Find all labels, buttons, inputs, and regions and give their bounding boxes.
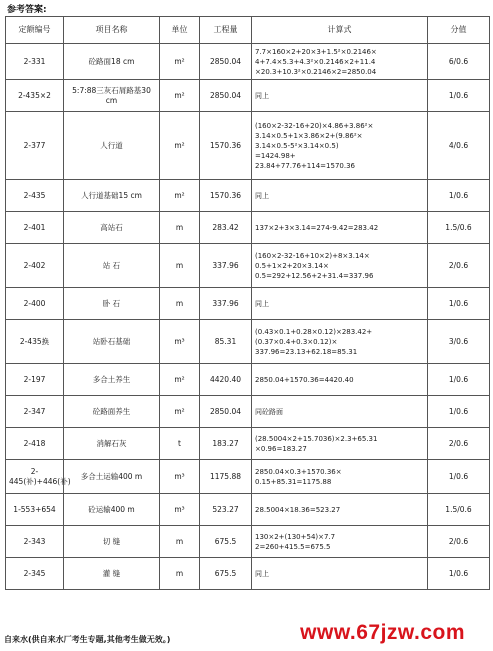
- answer-table: [5, 16, 490, 590]
- formula-line: (160×2-32-16+20)×4.86+3.86²×: [255, 121, 374, 130]
- col-header-quantity: 工程量: [200, 17, 252, 44]
- row-code: 2-331: [6, 44, 64, 80]
- row-formula: [252, 364, 428, 396]
- row-item-name: 站 石: [64, 244, 160, 288]
- formula-line: 2=260+415.5=675.5: [255, 542, 331, 551]
- row-unit: m²: [160, 180, 200, 212]
- row-score: 1/0.6: [428, 288, 490, 320]
- row-score: 3/0.6: [428, 320, 490, 364]
- formula-line: 4+7.4×5.3+4.3²×0.2146×2+11.4: [255, 57, 376, 66]
- row-code: 2-435×2: [6, 80, 64, 112]
- formula-line: (160×2-32-16+10×2)+8×3.14×: [255, 251, 370, 260]
- row-unit: m: [160, 212, 200, 244]
- row-quantity: 675.5: [200, 526, 252, 558]
- formula-line: (0.37×0.4+0.3×0.12)×: [255, 337, 338, 346]
- row-formula: [252, 112, 428, 180]
- table-row: [6, 460, 490, 494]
- row-unit: m: [160, 244, 200, 288]
- row-code: 2-347: [6, 396, 64, 428]
- row-code: 2-435: [6, 180, 64, 212]
- formula-line: 同上: [255, 91, 269, 100]
- formula-line: 0.5+1×2+20×3.14×: [255, 261, 329, 270]
- formula-line: 同上: [255, 299, 269, 308]
- row-unit: m³: [160, 494, 200, 526]
- row-unit: m²: [160, 112, 200, 180]
- table-header-row: [6, 17, 490, 44]
- row-score: 2/0.6: [428, 428, 490, 460]
- formula-line: 130×2+(130+54)×7.7: [255, 532, 336, 541]
- row-code: 2-343: [6, 526, 64, 558]
- row-formula: [252, 460, 428, 494]
- row-code: 2-418: [6, 428, 64, 460]
- row-formula: [252, 558, 428, 590]
- row-quantity: 85.31: [200, 320, 252, 364]
- row-unit: m: [160, 288, 200, 320]
- table-row: [6, 112, 490, 180]
- row-item-name: 消解石灰: [64, 428, 160, 460]
- row-code: 1-553+654: [6, 494, 64, 526]
- row-formula: [252, 180, 428, 212]
- row-quantity: 2850.04: [200, 44, 252, 80]
- table-row: [6, 494, 490, 526]
- row-quantity: 523.27: [200, 494, 252, 526]
- row-code: 2-401: [6, 212, 64, 244]
- row-code: 2-402: [6, 244, 64, 288]
- formula-line: 同上: [255, 191, 269, 200]
- table-row: [6, 44, 490, 80]
- row-item-name: 人行道基础15 cm: [64, 180, 160, 212]
- row-item-name: 高站石: [64, 212, 160, 244]
- answer-heading: 参考答案:: [7, 5, 47, 15]
- table-body: [6, 44, 490, 590]
- row-score: 2/0.6: [428, 526, 490, 558]
- formula-line: 2850.04+1570.36=4420.40: [255, 375, 354, 384]
- row-item-name: 5:7:88三灰石屑路基30 cm: [64, 80, 160, 112]
- row-quantity: 337.96: [200, 244, 252, 288]
- row-item-name: 砼路面18 cm: [64, 44, 160, 80]
- row-quantity: 1175.88: [200, 460, 252, 494]
- row-score: 1/0.6: [428, 396, 490, 428]
- row-quantity: 2850.04: [200, 80, 252, 112]
- row-unit: m²: [160, 364, 200, 396]
- row-score: 1.5/0.6: [428, 494, 490, 526]
- table-row: [6, 288, 490, 320]
- row-formula: [252, 320, 428, 364]
- row-formula: [252, 494, 428, 526]
- site-watermark: www.67jzw.com: [300, 621, 465, 644]
- row-unit: t: [160, 428, 200, 460]
- row-formula: [252, 80, 428, 112]
- row-unit: m: [160, 558, 200, 590]
- formula-line: (28.5004×2+15.7036)×2.3+65.31: [255, 434, 378, 443]
- row-score: 1/0.6: [428, 80, 490, 112]
- row-score: 1/0.6: [428, 364, 490, 396]
- row-code: 2-345: [6, 558, 64, 590]
- row-item-name: 灌 缝: [64, 558, 160, 590]
- row-unit: m³: [160, 460, 200, 494]
- row-score: 4/0.6: [428, 112, 490, 180]
- row-code: 2-377: [6, 112, 64, 180]
- formula-line: (0.43×0.1+0.28×0.12)×283.42+: [255, 327, 373, 336]
- row-formula: [252, 44, 428, 80]
- formula-line: 28.5004×18.36=523.27: [255, 505, 341, 514]
- row-item-name: 站卧石基础: [64, 320, 160, 364]
- row-code: 2-400: [6, 288, 64, 320]
- table-row: [6, 428, 490, 460]
- row-unit: m²: [160, 396, 200, 428]
- table-row: [6, 80, 490, 112]
- formula-line: 2850.04×0.3+1570.36×: [255, 467, 342, 476]
- row-code: 2-197: [6, 364, 64, 396]
- row-formula: [252, 396, 428, 428]
- row-item-name: 多合土运输400 m: [64, 460, 160, 494]
- table-row: [6, 396, 490, 428]
- col-header-name: 项目名称: [64, 17, 160, 44]
- formula-line: =1424.98+: [255, 151, 296, 160]
- row-item-name: 多合土养生: [64, 364, 160, 396]
- row-code: 2-445(补)+446(补): [6, 460, 64, 494]
- row-formula: [252, 288, 428, 320]
- row-score: 2/0.6: [428, 244, 490, 288]
- row-quantity: 1570.36: [200, 112, 252, 180]
- row-quantity: 1570.36: [200, 180, 252, 212]
- row-formula: [252, 526, 428, 558]
- formula-line: 137×2+3×3.14=274-9.42=283.42: [255, 223, 379, 232]
- table-row: [6, 558, 490, 590]
- row-item-name: 切 缝: [64, 526, 160, 558]
- row-score: 6/0.6: [428, 44, 490, 80]
- row-quantity: 337.96: [200, 288, 252, 320]
- row-quantity: 183.27: [200, 428, 252, 460]
- col-header-score: 分值: [428, 17, 490, 44]
- formula-line: 0.5=292+12.56+2+31.4=337.96: [255, 271, 374, 280]
- row-unit: m: [160, 526, 200, 558]
- row-formula: [252, 428, 428, 460]
- col-header-formula: 计算式: [252, 17, 428, 44]
- row-quantity: 4420.40: [200, 364, 252, 396]
- row-quantity: 675.5: [200, 558, 252, 590]
- row-quantity: 283.42: [200, 212, 252, 244]
- row-item-name: 卧 石: [64, 288, 160, 320]
- formula-line: 同上: [255, 569, 269, 578]
- row-item-name: 砼路面养生: [64, 396, 160, 428]
- col-header-code: 定额编号: [6, 17, 64, 44]
- formula-line: 3.14×0.5+1×3.86×2+(9.86²×: [255, 131, 363, 140]
- row-item-name: 人行道: [64, 112, 160, 180]
- formula-line: ×20.3+10.3²×0.2146×2=2850.04: [255, 67, 377, 76]
- row-quantity: 2850.04: [200, 396, 252, 428]
- formula-line: ×0.96=183.27: [255, 444, 307, 453]
- formula-line: 7.7×160×2+20×3+1.5²×0.2146×: [255, 47, 377, 56]
- row-unit: m³: [160, 320, 200, 364]
- formula-line: 0.15+85.31=1175.88: [255, 477, 332, 486]
- row-score: 1/0.6: [428, 180, 490, 212]
- row-item-name: 砼运输400 m: [64, 494, 160, 526]
- formula-line: 337.96=23.13+62.18=85.31: [255, 347, 358, 356]
- table-row: [6, 180, 490, 212]
- table-row: [6, 320, 490, 364]
- row-code: 2-435换: [6, 320, 64, 364]
- table-row: [6, 244, 490, 288]
- table-row: [6, 526, 490, 558]
- table-row: [6, 212, 490, 244]
- table-row: [6, 364, 490, 396]
- formula-line: 23.84+77.76+114=1570.36: [255, 161, 355, 170]
- formula-line: 3.14×0.5-5²×3.14×0.5): [255, 141, 339, 150]
- row-unit: m²: [160, 80, 200, 112]
- formula-line: 同砼路面: [255, 407, 283, 416]
- row-formula: [252, 212, 428, 244]
- row-score: 1/0.6: [428, 558, 490, 590]
- row-formula: [252, 244, 428, 288]
- row-score: 1/0.6: [428, 460, 490, 494]
- row-score: 1.5/0.6: [428, 212, 490, 244]
- row-unit: m²: [160, 44, 200, 80]
- footer-note: 自来水(供自来水厂考生专题,其他考生做无效。): [4, 635, 171, 644]
- col-header-unit: 单位: [160, 17, 200, 44]
